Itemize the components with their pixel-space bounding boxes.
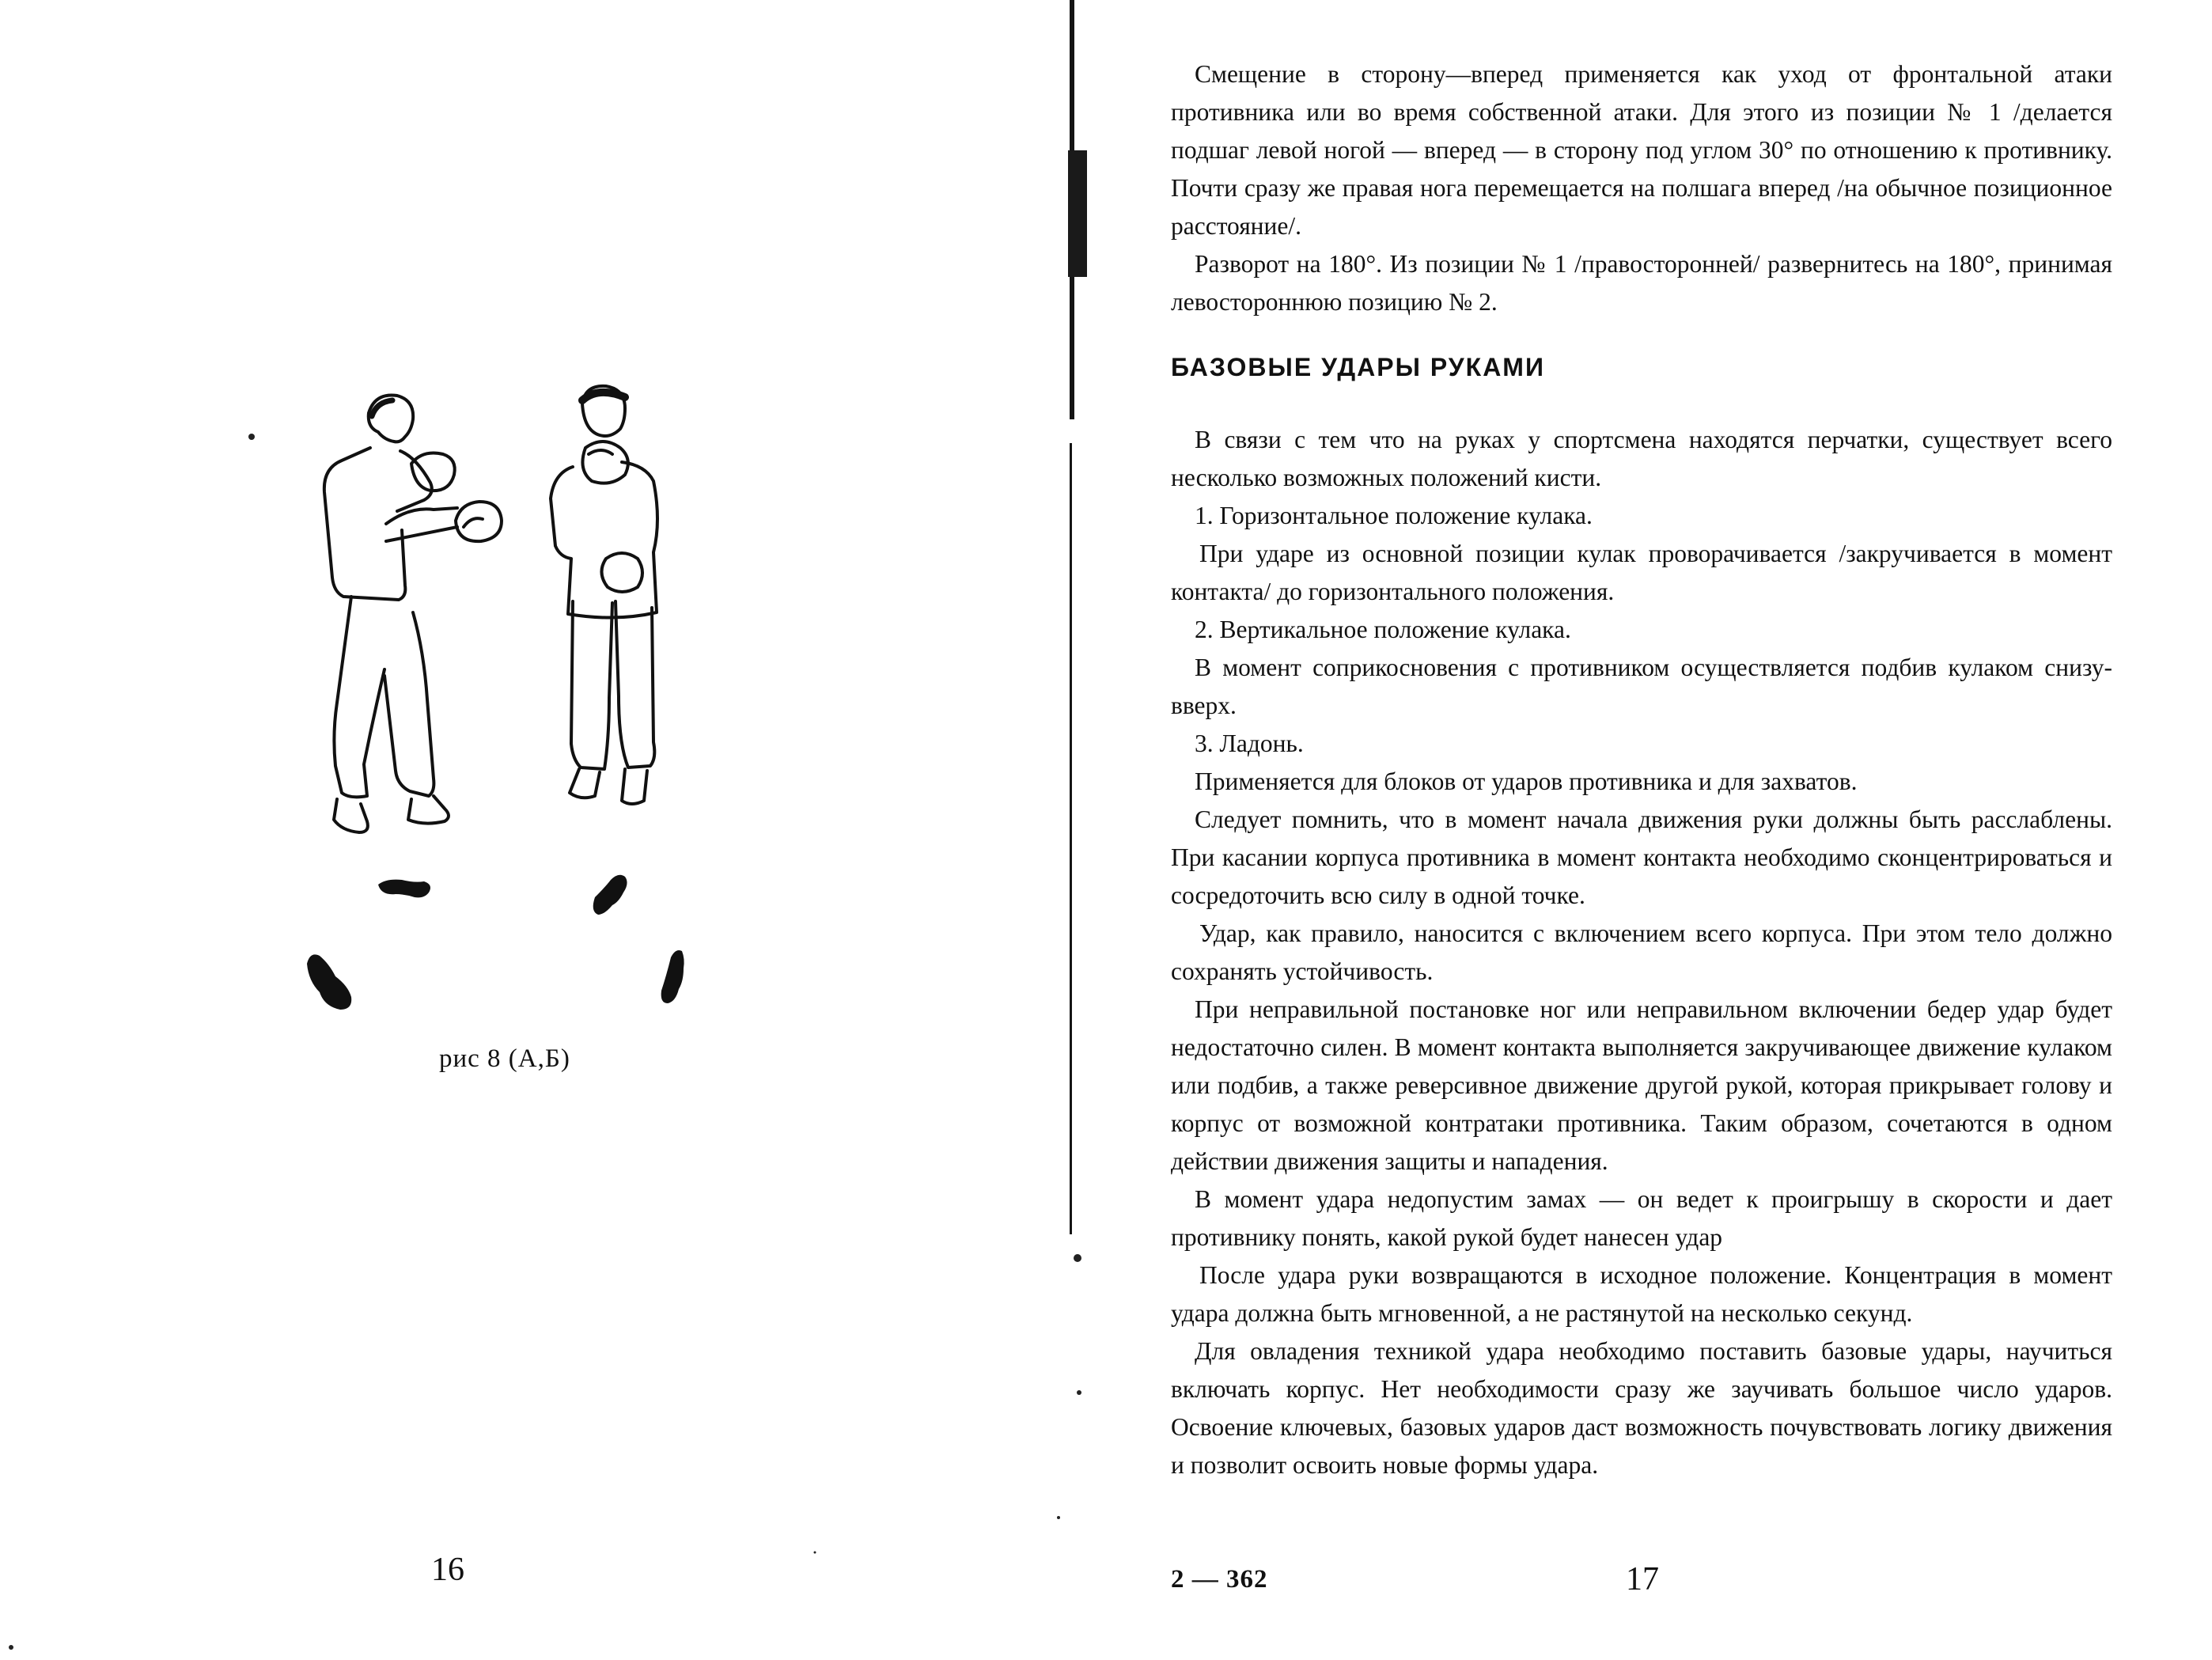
paragraph: 2. Вертикальное положение кулака.	[1195, 616, 1571, 643]
paragraph: Следует помнить, что в момент начала движения руки должны быть расслаблены. При касании корпуса противника в момент контакта необходимо сконцентрироваться и сосредоточить всю силу в одной точке.	[1171, 805, 2112, 909]
figure-b	[551, 386, 657, 804]
paragraph: 3. Ладонь.	[1195, 730, 1304, 757]
figure-a	[324, 395, 502, 832]
paragraph: После удара руки возвращаются в исходное положение. Концентрация в момент удара должна быть мгновенной, а не растянутой на несколько секунд.	[1171, 1261, 2112, 1327]
paragraph: В момент удара недопустим замах — он ведет к проигрышу в скорости и дает противнику понять, какой рукой будет нанесен удар	[1171, 1185, 2112, 1251]
figure-caption: рис 8 (А,Б)	[439, 1044, 570, 1073]
paragraph: При неправильной постановке ног или неправильном включении бедер удар будет недостаточно силен. В момент контакта выполняется закручивающее движение кулаком или подбив, а также реверсивное движение другой рукой, которая прикрывает голову и корпус от возможной контратаки противника. Таким образом, сочетаются в одном действии движения защиты и нападения.	[1171, 995, 2112, 1175]
paragraph: 1. Горизонтальное положение кулака.	[1195, 502, 1593, 529]
paragraph: Разворот на 180°. Из позиции № 1 /правосторонней/ развернитесь на 180°, принимая левостороннюю позицию № 2.	[1171, 250, 2112, 316]
boxers-illustration	[293, 372, 736, 1052]
paragraph: Для овладения техникой удара необходимо поставить базовые удары, научиться включать корпус. Нет необходимости сразу же заучивать большое число ударов. Освоение ключевых, базовых ударов даст возможность почувствовать логику движения и позволит освоить новые формы удара.	[1171, 1337, 2112, 1479]
paragraph: При ударе из основной позиции кулак проворачивается /закручивается в момент контакта/ до горизонтального положения.	[1171, 540, 2112, 605]
right-page-text	[1171, 55, 2112, 1484]
left-page	[0, 0, 1068, 1660]
printer-signature: 2 — 362	[1171, 1565, 1268, 1594]
paragraph: Удар, как правило, наносится с включением всего корпуса. При этом тело должно сохранять устойчивость.	[1171, 919, 2112, 985]
paragraph: Смещение в сторону—вперед применяется как уход от фронтальной атаки противника или во время собственной атаки. Для этого из позиции № 1 /делается подшаг левой ногой — вперед — в сторону под углом 30° по отношению к противнику. Почти сразу же правая нога перемещается на полшага вперед /на обычное позиционное расстояние/.	[1171, 60, 2112, 240]
figure-boxers-stance	[293, 372, 736, 1052]
section-heading: БАЗОВЫЕ УДАРЫ РУКАМИ	[1171, 353, 1545, 381]
paragraph: В связи с тем что на руках у спортсмена находятся перчатки, существует всего несколько возможных положений кисти.	[1171, 426, 2112, 491]
paragraph: Применяется для блоков от ударов противника и для захватов.	[1195, 767, 1858, 795]
page-number-left: 16	[431, 1552, 464, 1588]
paragraph: В момент соприкосновения с противником осуществляется подбив кулаком снизу-вверх.	[1171, 654, 2112, 719]
page-number-right: 17	[1626, 1561, 1659, 1597]
